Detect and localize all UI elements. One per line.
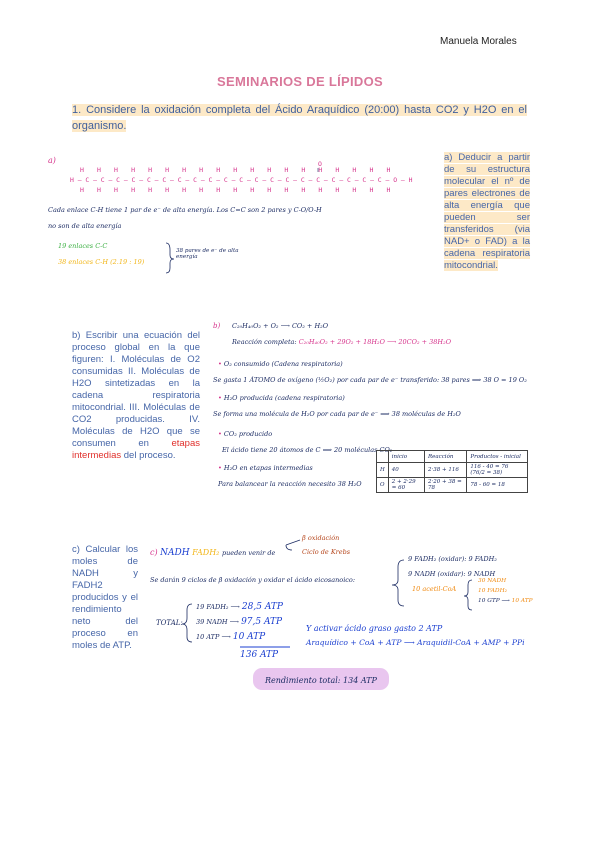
b-line-8: Para balancear la reacción necesito 38 H₂O [218,480,362,488]
note-line-2: no son de alta energía [48,222,122,230]
fadh-label: FADH₂ [192,548,220,557]
chain-carbon: H – C – C – C – C – C – C – C – C – C – C – C – C – C – C – C – C – C – C – C – C – O – H [70,176,413,184]
b-item-3: • CO₂ producido [218,430,273,438]
total-row-1-left: 19 FADH₂ [196,603,229,611]
part-c-marker: c) [150,548,158,557]
part-a-marker: a) [48,156,56,165]
total-row-3: 10 ATP ⟶ 10 ATP [196,632,266,642]
table-header-cell [377,451,389,463]
total-row-3-right: 10 ATP [232,632,266,642]
bracket-ch-text: 38 enlaces C-H (2.19 : 19) [58,258,145,266]
total-row-1-right: 28,5 ATP [241,602,283,612]
question-c [72,544,138,652]
b-item-4: • H₂O en etapas intermedias [218,464,313,472]
bracket-cc-text: 19 enlaces C-C [58,242,108,250]
question-b-red: etapas intermedias [72,438,200,461]
question-a [444,152,530,272]
bracket-result: 38 pares de e⁻ de alta energía [176,248,239,260]
bracket-ch [58,258,144,266]
question-b-text: b) Escribir una ecuación del proceso global en la que figuren: I. Moléculas de O2 consumidas II. Moléculas de H2O sintetizadas en la cadena respiratoria mitocondrial. III. Moléculas de CO2 producidas. IV. Moléculas de H2O que se consumen en [72,330,200,449]
question-c-text: c) Calcular los moles de NADH y FADH2 producidos y el rendimiento neto del proceso en moles de ATP. [72,544,138,651]
b-line-4: Se forma una molécula de H₂O por cada par de e⁻ ⟹ 38 moléculas de H₂O [213,410,461,418]
question-b-end: del proceso. [121,450,176,461]
origin-krebs: Ciclo de Krebs [302,548,351,556]
nadh-label: NADH [160,548,190,558]
b-item-2: • H₂O producida (cadena respiratoria) [218,394,345,402]
b-item-1-text: O₂ consumido (Cadena respiratoria) [223,360,343,368]
chain-o: O [318,160,324,168]
table-cell: H [377,463,389,478]
question-b [72,330,200,462]
b-item-1: • O₂ consumido (Cadena respiratoria) [218,360,343,368]
table-cell: 2·38 + 116 [424,463,466,478]
total-row-1: 19 FADH₂ ⟶ 28,5 ATP [196,602,283,612]
table-header-row [377,451,528,463]
total-row-2-right: 97,5 ATP [241,617,283,627]
chain-h-bottom: H H H H H H H H H H H H H H H H H H H [80,186,395,194]
total-sum: 136 ATP [240,650,279,660]
fadh-ox [408,555,497,563]
fadh-ox-text: 9 FADH₂ (oxidar): 9 FADH₂ [408,555,497,563]
table-header-cell: Productos - inicial [467,451,528,463]
rendimiento-total [253,668,389,690]
nadh-ox: 9 NADH (oxidar): 9 NADH [408,570,496,578]
bracket-cc [58,242,107,250]
total-row-2: 39 NADH ⟶ 97,5 ATP [196,617,283,627]
total-label: TOTAL: [156,619,183,627]
table-cell: 40 [388,463,424,478]
pueden-text: pueden venir de [221,549,276,557]
table-cell: 2·20 + 38 = 78 [424,478,466,493]
ciclos-text: Se darán 9 ciclos de β oxidación y oxidar el ácido eicosanoico: [150,576,356,584]
equation-2-formula: C₂₀H₄₀O₂ + 29O₂ + 18H₂O ⟶ 20CO₂ + 38H₂O [298,338,452,346]
table-header-cell: Reacción [424,451,466,463]
acetil-atp: 10 ATP [511,598,533,604]
b-line-6: El ácido tiene 20 átomos de C ⟹ 20 moléculas CO₂ [222,446,393,454]
equation-2-label: Reacción completa: [232,338,297,346]
part-b-marker: b) [213,322,221,330]
equation-1: C₂₀H₄₀O₂ + O₂ ⟶ CO₂ + H₂O [232,322,329,330]
activation-1: Y activar ácido graso gasto 2 ATP [306,624,443,633]
main-question-text: 1. Considere la oxidación completa del Ácido Araquídico (20:00) hasta CO2 y H2O en el organismo. [72,104,527,132]
question-a-text: a) Deducir a partir de su estructura molecular el nº de pares electrones de alta energía que pueden ser transferidos (via NAD+ o FAD) a la cadena respiratoria mitocondrial. [444,152,530,271]
rendimiento-text: Rendimiento total: 134 ATP [265,676,377,685]
table-row [377,463,528,478]
equation-2 [232,338,451,346]
chain-h-top: H H H H H H H H H H H H H H H H H H H [80,166,395,174]
table-cell: 2 + 2·29 = 60 [388,478,424,493]
total-row-3-left: 10 ATP [196,633,220,641]
table-header-cell: inicio [388,451,424,463]
acetil-fadh: 10 FADH₂ [478,588,507,594]
acetil-nadh: 30 NADH [478,578,507,584]
b-line-2: Se gasta 1 ÁTOMO de oxígeno (½O₂) por cada par de e⁻ transferido: 38 pares ⟹ 38 O = 19 O₂ [213,376,527,384]
b-item-3-text: CO₂ producido [223,430,273,438]
c-header [150,548,275,558]
balance-table [376,450,528,493]
table-cell: 116 - 40 = 76 (76/2 = 38) [467,463,528,478]
origin-beta: β oxidación [302,534,340,542]
activation-2: Araquídico + CoA + ATP ⟶ Araquidil-CoA + AMP + PPi [306,638,525,647]
b-item-2-text: H₂O producida (cadena respiratoria) [223,394,345,402]
b-item-4-text: H₂O en etapas intermedias [223,464,313,472]
acetil-coa: 10 acetil-CoA [412,585,457,593]
acetil-gtp-text: 10 GTP [478,598,500,604]
page-title: SEMINARIOS DE LÍPIDOS [217,74,383,89]
table-row [377,478,528,493]
acetil-gtp: 10 GTP ⟶ 10 ATP [478,598,533,604]
note-line-1: Cada enlace C-H tiene 1 par de e⁻ de alta energía. Los C=C son 2 pares y C-O/O-H [48,206,322,214]
author-name: Manuela Morales [440,36,517,47]
table-cell: O [377,478,389,493]
total-row-2-left: 39 NADH [196,618,228,626]
table-cell: 78 - 60 = 18 [467,478,528,493]
